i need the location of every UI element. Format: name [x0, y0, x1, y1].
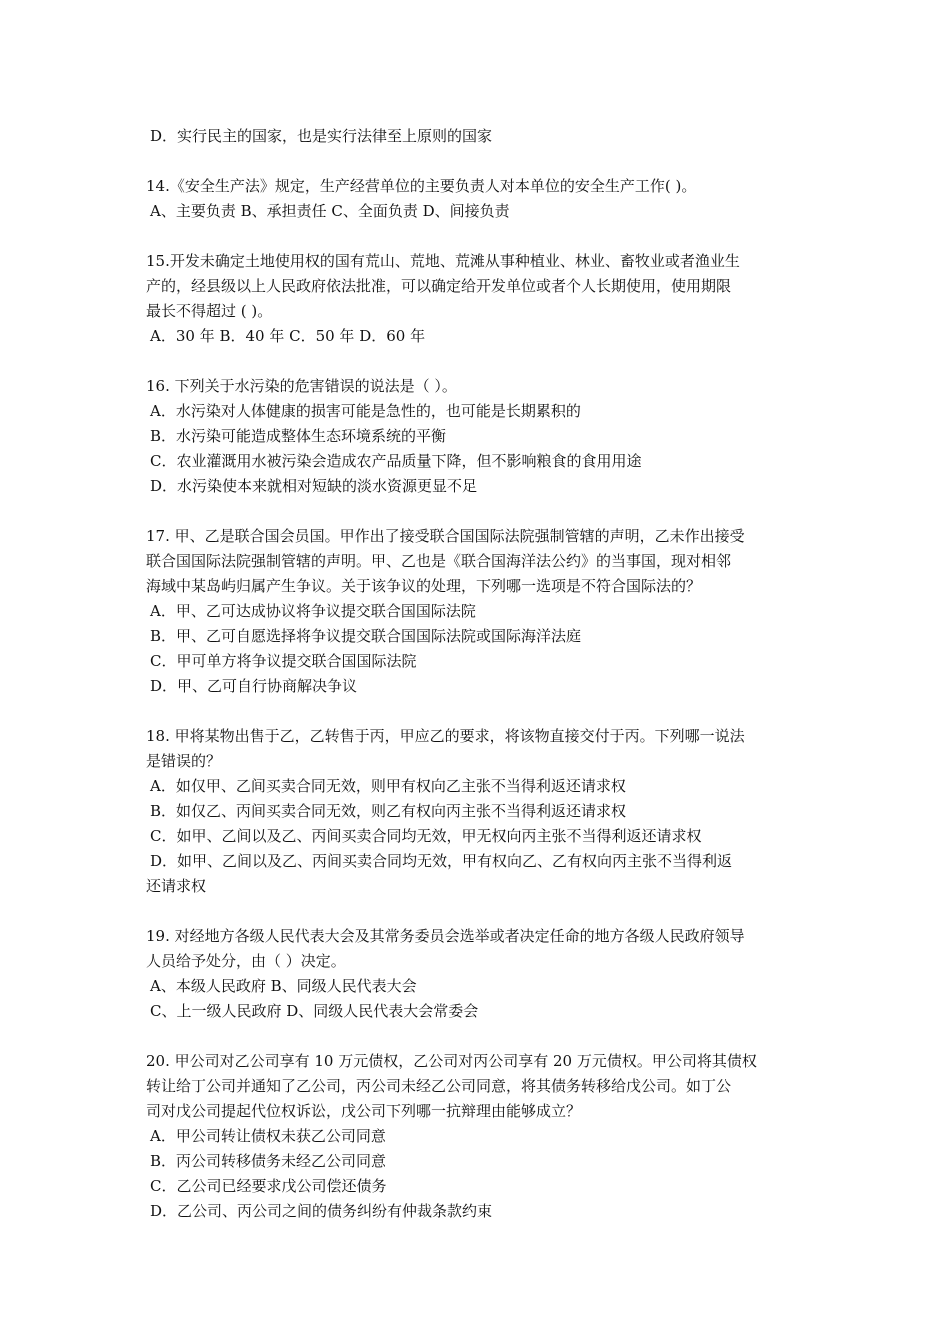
option-continuation [146, 124, 810, 149]
answer-option: C、上一级人民政府 D、同级人民代表大会常委会 [150, 1002, 479, 1020]
paragraph-gap [146, 349, 810, 374]
answer-option: A．甲、乙可达成协议将争议提交联合国国际法院 [150, 602, 476, 620]
question-text-line: 联合国国际法院强制管辖的声明。甲、乙也是《联合国海洋法公约》的当事国，现对相邻 [146, 552, 732, 570]
answer-option: C．甲可单方将争议提交联合国国际法院 [150, 652, 417, 670]
paragraph-gap [146, 899, 810, 924]
paragraph-gap [146, 699, 810, 724]
answer-option: B．丙公司转移债务未经乙公司同意 [150, 1152, 387, 1170]
question-text-line: 18. 甲将某物出售于乙，乙转售于丙，甲应乙的要求，将该物直接交付于丙。下列哪一说法 [146, 727, 745, 745]
question-text-line: 20. 甲公司对乙公司享有 10 万元债权，乙公司对丙公司享有 20 万元债权。甲公司将其债权 [146, 1052, 757, 1070]
paragraph-gap [146, 499, 810, 524]
question-block [146, 524, 810, 699]
paragraph-gap [146, 149, 810, 174]
answer-option: D．乙公司、丙公司之间的债务纠纷有仲裁条款约束 [150, 1202, 493, 1220]
answer-option: B．水污染可能造成整体生态环境系统的平衡 [150, 427, 447, 445]
answer-option: A、本级人民政府 B、同级人民代表大会 [150, 977, 417, 995]
question-text-line: 是错误的？ [146, 752, 222, 770]
question-block [146, 174, 810, 224]
question-block [146, 374, 810, 499]
question-text-line: 海域中某岛屿归属产生争议。关于该争议的处理，下列哪一选项是不符合国际法的？ [146, 577, 702, 595]
answer-option: D．甲、乙可自行协商解决争议 [150, 677, 358, 695]
paragraph-gap [146, 1024, 810, 1049]
question-block [146, 249, 810, 349]
answer-option: B．如仅乙、丙间买卖合同无效，则乙有权向丙主张不当得利返还请求权 [150, 802, 627, 820]
question-text-line: 产的，经县级以上人民政府依法批准，可以确定给开发单位或者个人长期使用，使用期限 [146, 277, 732, 295]
question-text-line: 司对戊公司提起代位权诉讼，戊公司下列哪一抗辩理由能够成立？ [146, 1102, 582, 1120]
answer-option: D．实行民主的国家，也是实行法律至上原则的国家 [150, 127, 493, 145]
question-block [146, 924, 810, 1024]
answer-option: A．30 年 B．40 年 C．50 年 D．60 年 [150, 327, 426, 345]
answer-option: C．农业灌溉用水被污染会造成农产品质量下降，但不影响粮食的食用用途 [150, 452, 642, 470]
answer-option: D．水污染使本来就相对短缺的淡水资源更显不足 [150, 477, 478, 495]
answer-option: A．甲公司转让债权未获乙公司同意 [150, 1127, 386, 1145]
question-block [146, 1049, 810, 1224]
question-text-line: 转让给丁公司并通知了乙公司，丙公司未经乙公司同意，将其债务转移给戊公司。如丁公 [146, 1077, 732, 1095]
answer-option: A、主要负责 B、承担责任 C、全面负责 D、间接负责 [150, 202, 510, 220]
question-text-line: 19. 对经地方各级人民代表大会及其常务委员会选举或者决定任命的地方各级人民政府领导 [146, 927, 745, 945]
question-text-line: 最长不得超过 ( )。 [146, 302, 273, 320]
question-text-line: 还请求权 [146, 877, 207, 895]
question-text-line: 人员给予处分，由（ ）决定。 [146, 952, 346, 970]
answer-option: C．乙公司已经要求戊公司偿还债务 [150, 1177, 387, 1195]
answer-option: D．如甲、乙间以及乙、丙间买卖合同均无效，甲有权向乙、乙有权向丙主张不当得利返 [150, 852, 733, 870]
question-text-line: 17. 甲、乙是联合国会员国。甲作出了接受联合国国际法院强制管辖的声明，乙未作出接受 [146, 527, 745, 545]
question-block [146, 724, 810, 899]
answer-option: A．如仅甲、乙间买卖合同无效，则甲有权向乙主张不当得利返还请求权 [150, 777, 626, 795]
answer-option: B．甲、乙可自愿选择将争议提交联合国国际法院或国际海洋法庭 [150, 627, 582, 645]
answer-option: A．水污染对人体健康的损害可能是急性的，也可能是长期累积的 [150, 402, 581, 420]
paragraph-gap [146, 224, 810, 249]
document-body [146, 124, 810, 1224]
question-text-line: 15.开发未确定土地使用权的国有荒山、荒地、荒滩从事种植业、林业、畜牧业或者渔业生 [146, 252, 740, 270]
question-text-line: 16. 下列关于水污染的危害错误的说法是（ ）。 [146, 377, 457, 395]
question-text-line: 14.《安全生产法》规定，生产经营单位的主要负责人对本单位的安全生产工作( )。 [146, 177, 697, 195]
answer-option: C．如甲、乙间以及乙、丙间买卖合同均无效，甲无权向丙主张不当得利返还请求权 [150, 827, 702, 845]
